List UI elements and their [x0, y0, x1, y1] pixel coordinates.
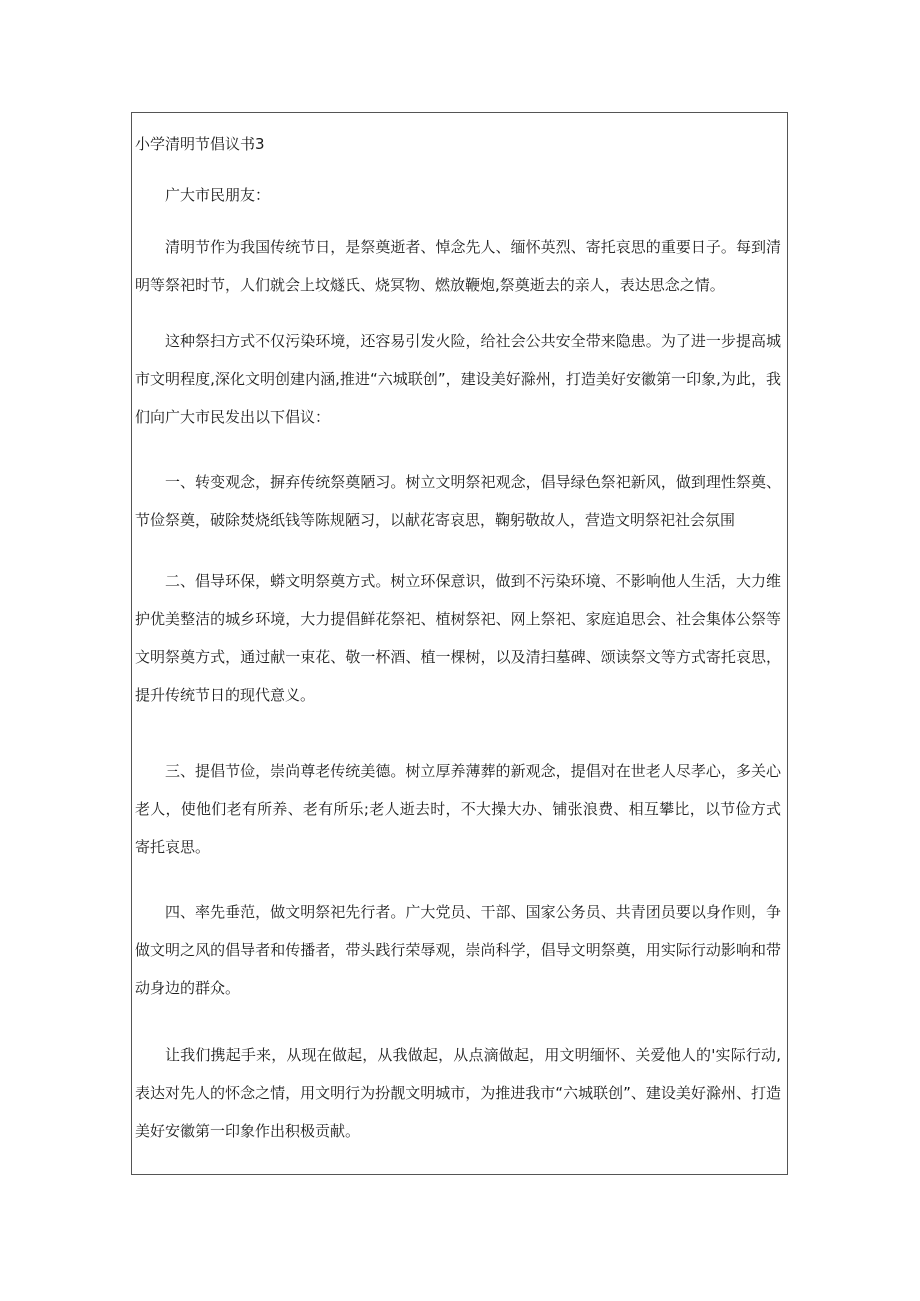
document-title: 小学清明节倡议书3	[135, 135, 265, 153]
proposal-4-paragraph: 四、率先垂范，做文明祭祀先行者。广大党员、干部、国家公务员、共青团员要以身作则，争做文明之风的倡导者和传播者，带头践行荣辱观，崇尚科学，倡导文明祭奠，用实际行动影响和带动身边的群众。	[135, 903, 781, 997]
salutation-paragraph: 广大市民朋友：	[165, 186, 271, 204]
background-paragraph: 这种祭扫方式不仅污染环境，还容易引发火险，给社会公共安全带来隐患。为了进一步提高城市文明程度,深化文明创建内涵,推进“六城联创”，建设美好滁州，打造美好安徽第一印象,为此，我们向广大市民发出以下倡议：	[135, 332, 781, 426]
proposal-2-paragraph: 二、倡导环保，蟒文明祭奠方式。树立环保意识，做到不污染环境、不影响他人生活，大力维护优美整洁的城乡环境，大力提倡鲜花祭祀、植树祭祀、网上祭祀、家庭追思会、社会集体公祭等文明祭奠方式，通过献一束花、敬一杯酒、植一棵树，以及清扫墓碑、颂读祭文等方式寄托哀思，提升传统节日的现代意义。	[135, 572, 781, 704]
proposal-1-paragraph: 一、转变观念，摒弃传统祭奠陋习。树立文明祭祀观念，倡导绿色祭祀新风，做到理性祭奠、节俭祭奠，破除焚烧纸钱等陈规陋习，以献花寄哀思，鞠躬敬故人，营造文明祭祀社会氛围	[135, 473, 781, 529]
closing-paragraph: 让我们携起手来，从现在做起，从我做起，从点滴做起，用文明缅怀、关爱他人的'实际行动,表达对先人的怀念之情，用文明行为扮靓文明城市，为推进我市“六城联创”、建设美好滁州、打造美好安徽第一印象作出积极贡献。	[135, 1046, 781, 1140]
intro-paragraph: 清明节作为我国传统节日，是祭奠逝者、悼念先人、缅怀英烈、寄托哀思的重要日子。每到清明等祭祀时节，人们就会上坟燧氏、烧冥物、燃放鞭炮,祭奠逝去的亲人，表达思念之情。	[135, 238, 781, 294]
proposal-3-paragraph: 三、提倡节俭，崇尚尊老传统美德。树立厚养薄葬的新观念，提倡对在世老人尽孝心，多关心老人，使他们老有所养、老有所乐;老人逝去时，不大操大办、铺张浪费、相互攀比，以节俭方式寄托哀思。	[135, 762, 781, 856]
